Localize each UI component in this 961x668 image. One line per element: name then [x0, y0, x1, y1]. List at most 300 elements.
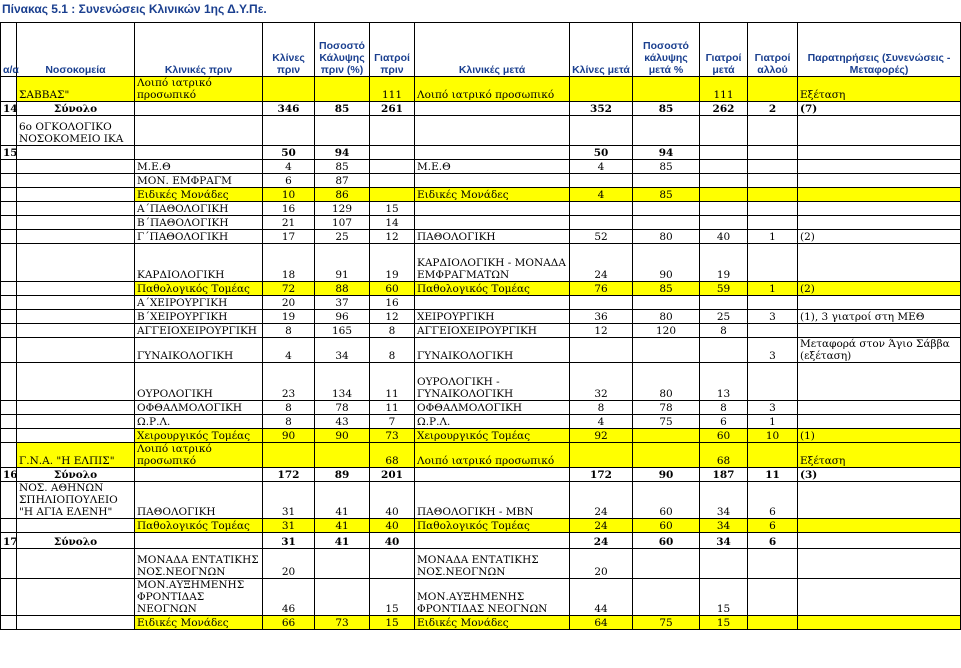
table-cell: Παθολογικός Τομέας: [135, 282, 263, 296]
table-cell: 17: [263, 230, 315, 244]
table-row: [1, 244, 961, 282]
table-cell: 19: [370, 244, 415, 282]
table-cell: 36: [570, 310, 633, 324]
table-cell: 72: [263, 282, 315, 296]
table-cell: Σύνολο: [17, 533, 135, 549]
table-cell: [700, 296, 748, 310]
header-cell: α/α: [1, 23, 17, 77]
table-cell: [315, 443, 370, 468]
table-cell: 78: [633, 401, 700, 415]
table-cell: 8: [370, 338, 415, 363]
table-cell: [17, 174, 135, 188]
table-cell: [798, 579, 961, 616]
table-cell: 6: [700, 415, 748, 429]
table-cell: 68: [700, 443, 748, 468]
table-cell: [748, 443, 798, 468]
table-cell: 32: [570, 363, 633, 401]
table-cell: [633, 174, 700, 188]
table-cell: 8: [263, 401, 315, 415]
table-cell: 21: [263, 216, 315, 230]
table-row: [1, 338, 961, 363]
table-cell: [17, 216, 135, 230]
table-cell: [798, 482, 961, 519]
table-cell: 20: [263, 296, 315, 310]
table-cell: 10: [263, 188, 315, 202]
table-cell: 50: [570, 146, 633, 160]
table-cell: 172: [570, 468, 633, 482]
table-cell: [135, 533, 263, 549]
table-cell: Λοιπό ιατρικό προσωπικό: [135, 77, 263, 102]
table-cell: (7): [798, 102, 961, 116]
table-cell: 8: [700, 401, 748, 415]
table-cell: 34: [700, 519, 748, 533]
table-cell: Εξέταση: [798, 77, 961, 102]
table-cell: [700, 202, 748, 216]
table-cell: [263, 77, 315, 102]
table-cell: 75: [633, 415, 700, 429]
table-cell: Μ.Ε.Θ: [135, 160, 263, 174]
table-cell: [798, 549, 961, 579]
table-cell: 16: [1, 468, 17, 482]
table-cell: 85: [633, 102, 700, 116]
table-cell: [17, 363, 135, 401]
table-cell: 90: [633, 468, 700, 482]
table-cell: [1, 363, 17, 401]
table-cell: 85: [633, 188, 700, 202]
table-cell: (2): [798, 282, 961, 296]
table-cell: Α΄ΠΑΘΟΛΟΓΙΚΗ: [135, 202, 263, 216]
table-cell: Λοιπό ιατρικό προσωπικό: [415, 77, 570, 102]
table-cell: [570, 77, 633, 102]
table-row: [1, 519, 961, 533]
table-cell: [798, 519, 961, 533]
table-cell: [748, 579, 798, 616]
table-cell: 4: [263, 338, 315, 363]
table-cell: ΟΦΘΑΛΜΟΛΟΓΙΚΗ: [415, 401, 570, 415]
table-cell: ΟΥΡΟΛΟΓΙΚΗ - ΓΥΝΑΙΚΟΛΟΓΙΚΗ: [415, 363, 570, 401]
table-cell: 60: [633, 519, 700, 533]
table-cell: 187: [700, 468, 748, 482]
table-cell: [633, 216, 700, 230]
table-cell: Ειδικές Μονάδες: [415, 188, 570, 202]
table-cell: [633, 549, 700, 579]
table-cell: [798, 188, 961, 202]
table-cell: Χειρουργικός Τομέας: [135, 429, 263, 443]
table-row: [1, 77, 961, 102]
table-cell: 80: [633, 363, 700, 401]
table-body: [1, 77, 961, 630]
table-cell: [748, 549, 798, 579]
table-cell: [798, 533, 961, 549]
table-cell: 60: [700, 429, 748, 443]
table-cell: Λοιπό ιατρικό προσωπικό: [135, 443, 263, 468]
table-row: [1, 160, 961, 174]
table-cell: Ειδικές Μονάδες: [135, 616, 263, 630]
table-cell: [748, 174, 798, 188]
table-cell: 78: [315, 401, 370, 415]
table-cell: [748, 324, 798, 338]
table-cell: [415, 102, 570, 116]
table-cell: [1, 216, 17, 230]
table-cell: 68: [370, 443, 415, 468]
table-cell: 75: [633, 616, 700, 630]
table-cell: [1, 579, 17, 616]
table-row: [1, 146, 961, 160]
table-cell: [1, 429, 17, 443]
grid: [0, 22, 960, 668]
table-cell: [17, 338, 135, 363]
table-cell: Ειδικές Μονάδες: [415, 616, 570, 630]
table-cell: [700, 216, 748, 230]
table-cell: 60: [370, 282, 415, 296]
table-cell: 76: [570, 282, 633, 296]
table-cell: Παθολογικός Τομέας: [415, 519, 570, 533]
table-cell: 10: [748, 429, 798, 443]
table-cell: 64: [570, 616, 633, 630]
table-cell: ΝΟΣ. ΑΘΗΝΩΝ ΣΠΗΛΙΟΠΟΥΛΕΙΟ "Η ΑΓΙΑ ΕΛΕΝΗ": [17, 482, 135, 519]
table-row: [1, 324, 961, 338]
table-cell: Μ.Ε.Θ: [415, 160, 570, 174]
table-cell: [135, 146, 263, 160]
table-cell: [17, 401, 135, 415]
table-row: [1, 363, 961, 401]
table-cell: [1, 338, 17, 363]
header-cell: Κλινικές μετά: [415, 23, 570, 77]
table-cell: ΓΥΝΑΙΚΟΛΟΓΙΚΗ: [135, 338, 263, 363]
table-cell: 85: [633, 160, 700, 174]
header-cell: Ποσοστό κάλυψης μετά %: [633, 23, 700, 77]
table-cell: ΜΟΝΑΔΑ ΕΝΤΑΤΙΚΗΣ ΝΟΣ.ΝΕΟΓΝΩΝ: [415, 549, 570, 579]
table-cell: [315, 77, 370, 102]
table-cell: [700, 116, 748, 146]
table-cell: [748, 77, 798, 102]
table-cell: ΚΑΡΔΙΟΛΟΓΙΚΗ - ΜΟΝΑΔΑ ΕΜΦΡΑΓΜΑΤΩΝ: [415, 244, 570, 282]
table-cell: 2: [748, 102, 798, 116]
table-cell: [748, 146, 798, 160]
table-cell: 24: [570, 519, 633, 533]
table-cell: 86: [315, 188, 370, 202]
table-cell: [570, 174, 633, 188]
table-row: [1, 429, 961, 443]
table-cell: 12: [370, 230, 415, 244]
table-cell: Σύνολο: [17, 102, 135, 116]
table-cell: [415, 202, 570, 216]
table-row: [1, 443, 961, 468]
table-cell: 120: [633, 324, 700, 338]
table-cell: [633, 116, 700, 146]
table-cell: [370, 160, 415, 174]
table-cell: 20: [263, 549, 315, 579]
table-cell: [570, 296, 633, 310]
header-cell: Γιατροί μετά: [700, 23, 748, 77]
header-cell: Κλινικές πριν: [135, 23, 263, 77]
table-cell: 90: [263, 429, 315, 443]
table-cell: [263, 116, 315, 146]
table-cell: 34: [700, 533, 748, 549]
title-bar: [0, 0, 960, 23]
table-cell: 20: [570, 549, 633, 579]
table-cell: [1, 188, 17, 202]
table-cell: ΜΟΝΑΔΑ ΕΝΤΑΤΙΚΗΣ ΝΟΣ.ΝΕΟΓΝΩΝ: [135, 549, 263, 579]
table-cell: [1, 296, 17, 310]
header-cell: Κλίνες πριν: [263, 23, 315, 77]
table-cell: [1, 244, 17, 282]
table-cell: 66: [263, 616, 315, 630]
table-cell: [370, 174, 415, 188]
table-cell: ΓΥΝΑΙΚΟΛΟΓΙΚΗ: [415, 338, 570, 363]
table-cell: 4: [570, 415, 633, 429]
table-cell: 15: [370, 616, 415, 630]
table-cell: 40: [370, 519, 415, 533]
table-cell: [1, 174, 17, 188]
table-cell: [17, 429, 135, 443]
table-cell: Παθολογικός Τομέας: [415, 282, 570, 296]
table-cell: (1): [798, 429, 961, 443]
table-cell: 129: [315, 202, 370, 216]
table-row: [1, 616, 961, 630]
table-cell: 352: [570, 102, 633, 116]
table-cell: 31: [263, 533, 315, 549]
table-cell: 31: [263, 482, 315, 519]
table-cell: 6: [748, 482, 798, 519]
table-row: [1, 401, 961, 415]
table-cell: [17, 244, 135, 282]
header-cell: Κλίνες μετά: [570, 23, 633, 77]
table-cell: 24: [570, 533, 633, 549]
table-cell: [748, 160, 798, 174]
table-cell: [1, 324, 17, 338]
table-row: [1, 202, 961, 216]
table-cell: 201: [370, 468, 415, 482]
table-cell: 43: [315, 415, 370, 429]
table-cell: [1, 77, 17, 102]
table-cell: 172: [263, 468, 315, 482]
table-row: [1, 296, 961, 310]
table-cell: 13: [700, 363, 748, 401]
table-cell: [798, 401, 961, 415]
table-cell: [570, 202, 633, 216]
table-cell: [700, 146, 748, 160]
table-cell: Α΄ΧΕΙΡΟΥΡΓΙΚΗ: [135, 296, 263, 310]
header-cell: Ποσοστό Κάλυψης πριν (%): [315, 23, 370, 77]
table-cell: 14: [1, 102, 17, 116]
table-cell: 41: [315, 519, 370, 533]
table-cell: 8: [263, 324, 315, 338]
table-cell: [748, 188, 798, 202]
table-cell: [315, 549, 370, 579]
table-cell: 73: [370, 429, 415, 443]
table-cell: [633, 296, 700, 310]
table-cell: [17, 310, 135, 324]
table-cell: 15: [700, 579, 748, 616]
table-row: [1, 230, 961, 244]
table-row: [1, 188, 961, 202]
table-cell: [1, 443, 17, 468]
table-cell: [135, 102, 263, 116]
table-cell: 3: [748, 401, 798, 415]
table-row: [1, 579, 961, 616]
table-cell: [633, 202, 700, 216]
table-cell: 8: [263, 415, 315, 429]
table-cell: [748, 202, 798, 216]
table-cell: [17, 188, 135, 202]
table-cell: Ω.Ρ.Λ.: [135, 415, 263, 429]
table-cell: [748, 616, 798, 630]
table-cell: 15: [700, 616, 748, 630]
table-cell: [17, 282, 135, 296]
table-cell: 25: [315, 230, 370, 244]
table-cell: ΑΓΓΕΙΟΧΕΙΡΟΥΡΓΙΚΗ: [135, 324, 263, 338]
table-cell: 17: [1, 533, 17, 549]
table-cell: 261: [370, 102, 415, 116]
table-row: [1, 282, 961, 296]
table-cell: 15: [370, 579, 415, 616]
table-cell: [135, 468, 263, 482]
table-cell: 87: [315, 174, 370, 188]
table-row: [1, 549, 961, 579]
table-cell: 11: [370, 401, 415, 415]
table-cell: 8: [700, 324, 748, 338]
table-cell: 88: [315, 282, 370, 296]
table-cell: [633, 443, 700, 468]
table-cell: [1, 230, 17, 244]
header-cell: Νοσοκομεία: [17, 23, 135, 77]
table-cell: [798, 296, 961, 310]
table-cell: 6: [748, 519, 798, 533]
table-cell: [1, 482, 17, 519]
table-cell: (2): [798, 230, 961, 244]
table-cell: 85: [315, 160, 370, 174]
table-cell: Γ.Ν.Α. "Η ΕΛΠΙΣ": [17, 443, 135, 468]
table-cell: 40: [700, 230, 748, 244]
table-cell: 3: [748, 338, 798, 363]
table-title: Πίνακας 5.1 : Συνενώσεις Κλινικών 1ης Δ.Υ.Πε.: [2, 2, 267, 16]
table-cell: [415, 533, 570, 549]
table-cell: 15: [370, 202, 415, 216]
table-cell: ΠΑΘΟΛΟΓΙΚΗ - ΜΒΝ: [415, 482, 570, 519]
table-cell: [17, 296, 135, 310]
table-cell: 96: [315, 310, 370, 324]
table-cell: [798, 202, 961, 216]
table-cell: 41: [315, 533, 370, 549]
table-cell: 25: [700, 310, 748, 324]
table-cell: ΠΑΘΟΛΟΓΙΚΗ: [135, 482, 263, 519]
table-cell: 15: [1, 146, 17, 160]
table-cell: ΟΦΘΑΛΜΟΛΟΓΙΚΗ: [135, 401, 263, 415]
table-cell: ΜΟΝ. ΕΜΦΡΑΓΜ: [135, 174, 263, 188]
table-cell: ΟΥΡΟΛΟΓΙΚΗ: [135, 363, 263, 401]
table-row: [1, 116, 961, 146]
table-cell: [263, 443, 315, 468]
table-cell: 59: [700, 282, 748, 296]
table-cell: [17, 230, 135, 244]
table-cell: Μεταφορά στον Άγιο Σάββα (εξέταση): [798, 338, 961, 363]
table-cell: [1, 160, 17, 174]
table-cell: 24: [570, 244, 633, 282]
table-cell: [17, 324, 135, 338]
table-cell: 6ο ΟΓΚΟΛΟΓΙΚΟ ΝΟΣΟΚΟΜΕΙΟ ΙΚΑ: [17, 116, 135, 146]
table-cell: 40: [370, 533, 415, 549]
table-cell: [798, 244, 961, 282]
table-cell: [17, 549, 135, 579]
header-cell: Γιατροί αλλού: [748, 23, 798, 77]
table-cell: Γ΄ΠΑΘΟΛΟΓΙΚΗ: [135, 230, 263, 244]
table-cell: [1, 202, 17, 216]
table-cell: 16: [370, 296, 415, 310]
table-cell: [798, 616, 961, 630]
table-cell: 4: [570, 188, 633, 202]
table-cell: 3: [748, 310, 798, 324]
table-cell: [798, 116, 961, 146]
table-cell: Λοιπό ιατρικό προσωπικό: [415, 443, 570, 468]
table-cell: [1, 310, 17, 324]
table-cell: 6: [748, 533, 798, 549]
table-cell: 7: [370, 415, 415, 429]
table-cell: [633, 429, 700, 443]
table-cell: [748, 296, 798, 310]
table-cell: 40: [370, 482, 415, 519]
table-cell: [748, 216, 798, 230]
table-cell: 12: [570, 324, 633, 338]
table-cell: [570, 443, 633, 468]
table-cell: [17, 146, 135, 160]
table-cell: [700, 160, 748, 174]
table-cell: 31: [263, 519, 315, 533]
table-cell: Εξέταση: [798, 443, 961, 468]
table-cell: [570, 116, 633, 146]
table-cell: (3): [798, 468, 961, 482]
table-cell: Σύνολο: [17, 468, 135, 482]
table-cell: Ω.Ρ.Λ.: [415, 415, 570, 429]
table-cell: 94: [633, 146, 700, 160]
table-cell: [315, 579, 370, 616]
table-cell: 94: [315, 146, 370, 160]
table-cell: ΜΟΝ.ΑΥΞΗΜΕΝΗΣ ΦΡΟΝΤΙΔΑΣ ΝΕΟΓΝΩΝ: [135, 579, 263, 616]
table-cell: 262: [700, 102, 748, 116]
table-cell: ΠΑΘΟΛΟΓΙΚΗ: [415, 230, 570, 244]
table-cell: [370, 116, 415, 146]
table-cell: [415, 296, 570, 310]
table-cell: [135, 116, 263, 146]
table-cell: 165: [315, 324, 370, 338]
table-cell: 73: [315, 616, 370, 630]
table-cell: 60: [633, 482, 700, 519]
table-row: [1, 174, 961, 188]
table-cell: 12: [370, 310, 415, 324]
table-cell: [700, 549, 748, 579]
table-cell: 41: [315, 482, 370, 519]
table-cell: [17, 202, 135, 216]
table-cell: 4: [570, 160, 633, 174]
table-cell: [17, 160, 135, 174]
table-cell: 6: [263, 174, 315, 188]
table-cell: [798, 363, 961, 401]
table-cell: Χειρουργικός Τομέας: [415, 429, 570, 443]
table-cell: [1, 401, 17, 415]
table-cell: 1: [748, 415, 798, 429]
table-cell: 91: [315, 244, 370, 282]
table-cell: [315, 116, 370, 146]
table-row: [1, 468, 961, 482]
table-cell: 85: [315, 102, 370, 116]
table-cell: ΑΓΓΕΙΟΧΕΙΡΟΥΡΓΙΚΗ: [415, 324, 570, 338]
table-cell: 11: [370, 363, 415, 401]
table-cell: Β΄ΧΕΙΡΟΥΡΓΙΚΗ: [135, 310, 263, 324]
table-cell: [415, 174, 570, 188]
table-cell: 34: [700, 482, 748, 519]
table-cell: [570, 216, 633, 230]
table-cell: Ειδικές Μονάδες: [135, 188, 263, 202]
